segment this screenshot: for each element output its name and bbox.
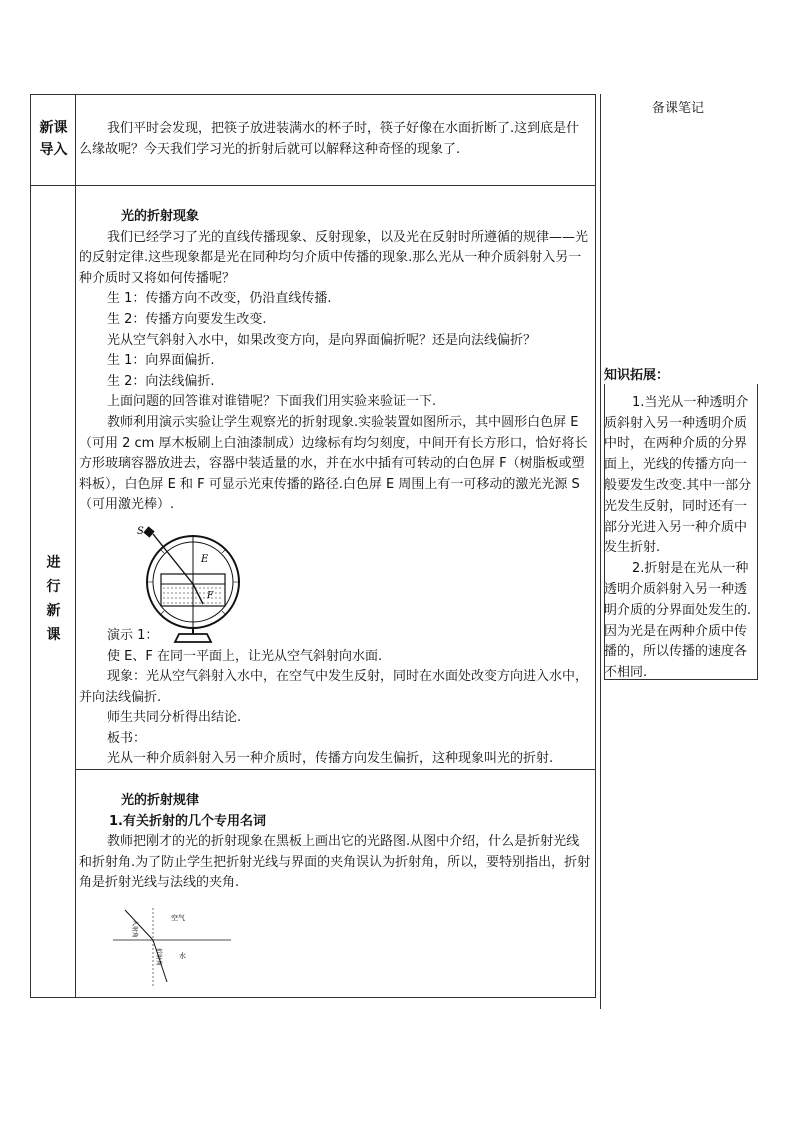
- refraction-law-cell: [79, 791, 591, 988]
- knowledge-point-1: 1.当光从一种透明介质斜射入另一种透明介质中时，在两种介质的分界面上，光线的传播方向一般要发生改变.其中一部分光发生反射，同时还有一部分光进入另一种介质中发生折射.: [604, 394, 752, 556]
- row-divider-1: [31, 185, 595, 186]
- blackboard-label: 板书：: [107, 730, 147, 746]
- paragraph-apparatus: 教师利用演示实验让学生观察光的折射现象.实验装置如图所示，其中圆形白色屏 E（可用 2 cm 厚木板刷上白油漆制成）边缘标有均匀刻度，中间开有长方形口，恰好将长方形玻璃容器放进去，容器中装适量的水，并在水中插有可转动的白色屏 F（树脂板或塑料板），白色屏 E 和 F 可显示光束传播的路径.白色屏 E 周围上有一可移动的激光光源 S（可用激光棒）.: [79, 414, 588, 513]
- knowledge-extension-frame: [604, 384, 758, 680]
- section-heading-phenomenon: 光的折射现象: [121, 209, 200, 224]
- question: 光从空气斜射入水中，如果改变方向，是向界面偏折呢？还是向法线偏折？: [107, 332, 537, 348]
- intro-paragraph: 我们平时会发现，把筷子放进装满水的杯子时，筷子好像在水面折断了.这到底是什么缘故呢？今天我们学习光的折射后就可以解释这种奇怪的现象了.: [79, 121, 580, 157]
- knowledge-point-2: 2.折射是在光从一种透明介质斜射入另一种透明介质的分界面处发生的.因为光是在两种介质中传播的，所以传播的速度各不相同.: [604, 561, 752, 681]
- refraction-phenomenon-cell: [79, 207, 591, 770]
- fig-refraction-angle-label: 折射角: [155, 947, 162, 966]
- fig-label-s: S: [137, 525, 144, 537]
- refraction-diagram: [113, 908, 233, 988]
- fig-water-label: 水: [179, 951, 186, 960]
- student-answer-2: 生 2：传播方向要发生改变.: [107, 311, 267, 327]
- table-column-divider: [75, 95, 76, 997]
- demo-phenomenon: 现象：光从空气斜射入水中，在空气中发生反射，同时在水面处改变方向进入水中，并向法线偏折.: [79, 669, 589, 705]
- student-answer-4: 生 2：向法线偏折.: [107, 373, 215, 389]
- fig-air-label: 空气: [171, 913, 185, 922]
- demo-analysis: 师生共同分析得出结论.: [107, 710, 242, 726]
- knowledge-extension-title: 知识拓展：: [604, 368, 670, 383]
- demo-step: 使 E、F 在同一平面上，让光从空气斜射向水面.: [107, 648, 383, 664]
- section-heading-law: 光的折射规律: [121, 793, 200, 808]
- fig-label-e: E: [201, 553, 209, 565]
- row-label-intro-text: 新课导入: [39, 120, 68, 158]
- paragraph-verify: 上面问题的回答谁对谁错呢？下面我们用实验来验证一下.: [107, 394, 437, 410]
- fig-label-f: F: [207, 590, 214, 601]
- student-answer-3: 生 1：向界面偏折.: [107, 353, 215, 369]
- lesson-table: [30, 94, 596, 998]
- notes-column-divider: [600, 94, 601, 1009]
- refraction-definition: 光从一种介质斜射入另一种介质时，传播方向发生偏折，这种现象叫光的折射.: [107, 751, 554, 767]
- subheading-terms: 1.有关折射的几个专用名词: [109, 813, 266, 829]
- row-label-new-lesson: [31, 551, 76, 647]
- student-answer-1: 生 1：传播方向不改变，仍沿直线传播.: [107, 291, 332, 307]
- intro-cell: [79, 119, 591, 160]
- row-label-intro: [31, 117, 76, 161]
- paragraph-terms: 教师把刚才的光的折射现象在黑板上画出它的光路图.从图中介绍，什么是折射光线和折射角.为了防止学生把折射光线与界面的夹角误认为折射角，所以，要特别指出，折射角是折射光线与法线的夹角.: [79, 834, 591, 891]
- demo-label: 演示 1：: [107, 627, 159, 643]
- fig-incident-angle-label: 入射角: [131, 919, 138, 938]
- lesson-notes-title: 备课笔记: [652, 101, 705, 116]
- paragraph-review: 我们已经学习了光的直线传播现象、反射现象，以及光在反射时所遵循的规律——光的反射定律.这些现象都是光在同种均匀介质中传播的现象.那么光从一种介质斜射入另一种介质时又将如何传播呢？: [79, 229, 589, 286]
- row-label-new-lesson-text: 进行新课: [46, 555, 61, 643]
